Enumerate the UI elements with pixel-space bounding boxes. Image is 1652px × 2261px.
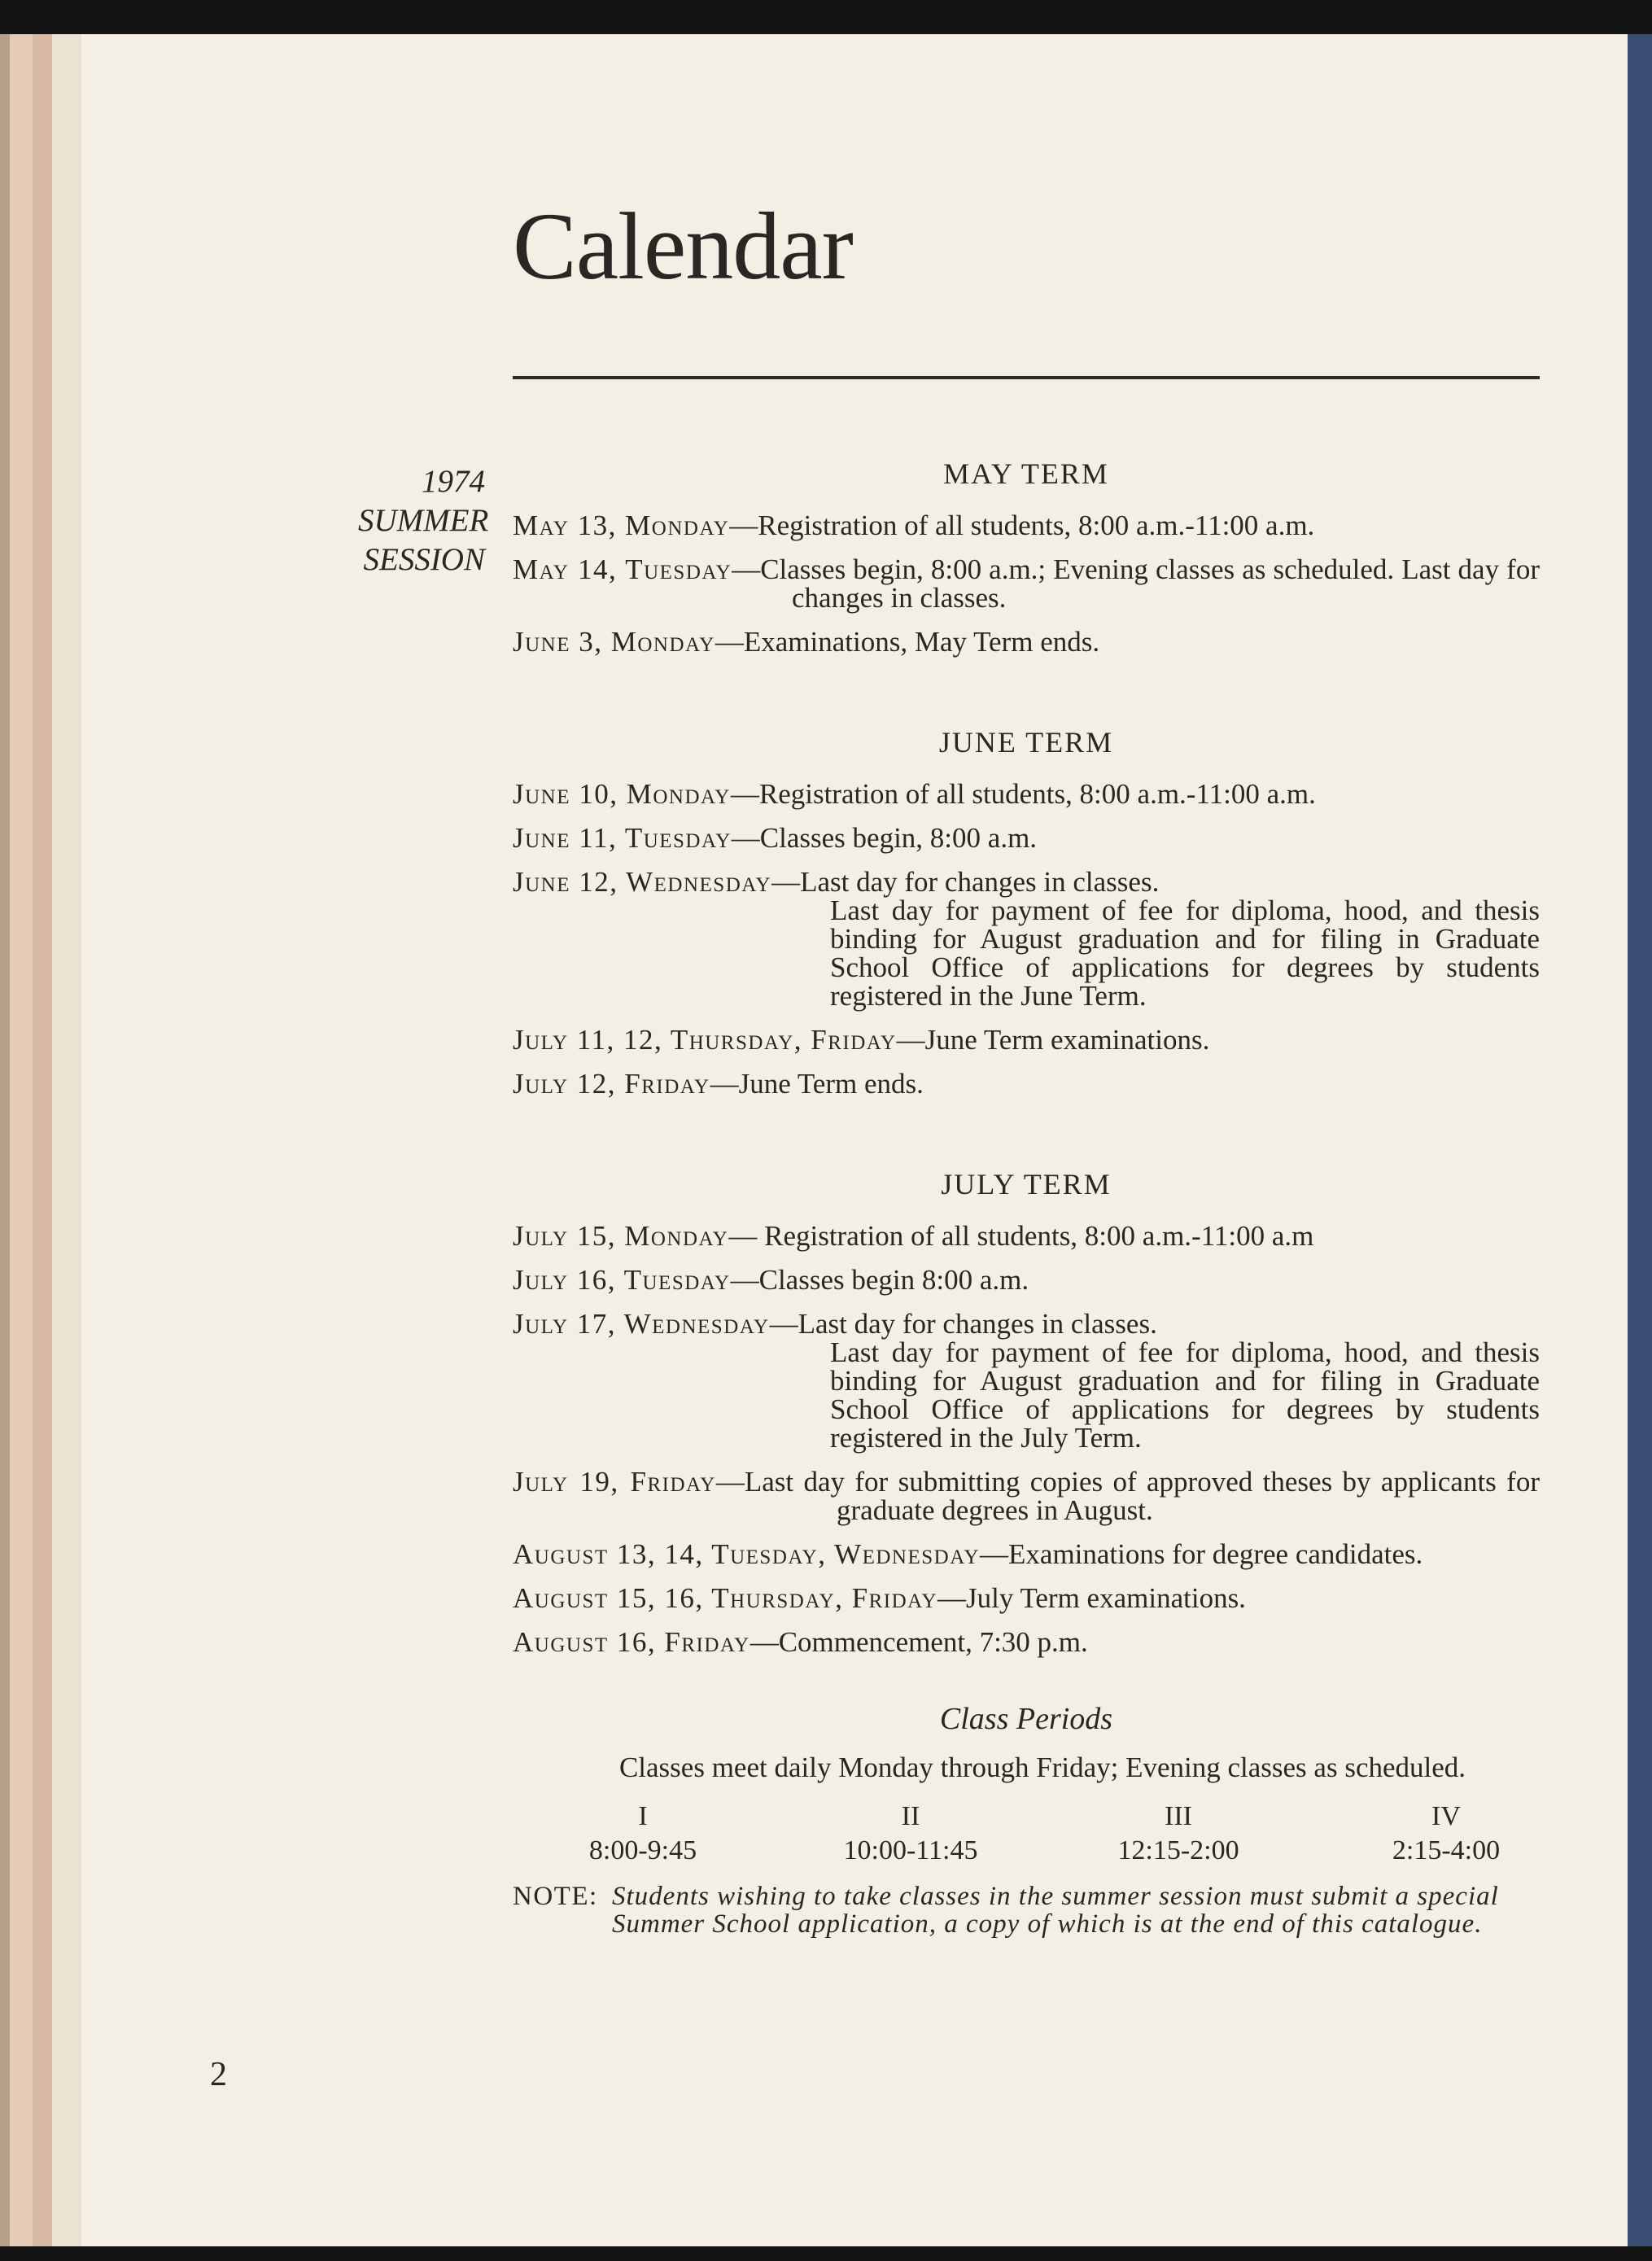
period-label: IV (1431, 1801, 1461, 1831)
period-label: I (638, 1801, 648, 1831)
period (549, 1800, 736, 1868)
period-time: 10:00-11:45 (843, 1835, 978, 1865)
page-edge (10, 34, 33, 2246)
entry-date: July 11, 12, Thursday, Friday (513, 1024, 897, 1056)
entry-text: —Classes begin, 8:00 a.m. (731, 822, 1038, 854)
entry-text: —Commencement, 7:30 p.m. (750, 1626, 1088, 1658)
entry-date: June 3, Monday (513, 626, 715, 658)
entry-date: August 15, 16, Thursday, Friday (513, 1582, 937, 1614)
book-spine-edge (1628, 34, 1652, 2246)
entry-text: —Last day for changes in classes. (771, 866, 1160, 898)
entry-text: —Classes begin, 8:00 a.m.; Evening classes as scheduled. Last day for changes in classes. (732, 553, 1540, 614)
term-heading: JUNE TERM (938, 726, 1114, 759)
entry-date: August 13, 14, Tuesday, Wednesday (513, 1538, 981, 1570)
entry-date: July 17, Wednesday (513, 1308, 770, 1340)
page-title: Calendar (513, 193, 853, 300)
period-time: 12:15-2:00 (1117, 1835, 1239, 1865)
title-rule (513, 376, 1540, 379)
calendar-entry (513, 1584, 1540, 1612)
note-text: Students wishing to take classes in the summer session must submit a special Summer School application, a copy of which is at the end of this catalogue. (612, 1882, 1499, 1939)
may-term-section (513, 457, 1540, 658)
entry-text: —Examinations for degree candidates. (980, 1538, 1423, 1570)
calendar-entry (513, 511, 1540, 540)
periods-row (513, 1800, 1540, 1868)
calendar-entry (513, 1069, 1540, 1098)
entry-text: —June Term examinations. (896, 1024, 1210, 1056)
term-heading: JULY TERM (941, 1168, 1112, 1200)
calendar-entry (513, 1310, 1540, 1452)
calendar-entry (513, 1540, 1540, 1568)
period-time: 8:00-9:45 (588, 1835, 697, 1865)
entry-date: July 19, Friday (513, 1466, 716, 1498)
calendar-entry (513, 780, 1540, 808)
calendar-entry (513, 628, 1540, 656)
entry-text: —Examinations, May Term ends. (715, 626, 1100, 658)
entry-date: July 16, Tuesday (513, 1264, 731, 1296)
calendar-entry (513, 1026, 1540, 1054)
calendar-entry (513, 824, 1540, 852)
session-year: 1974 (422, 464, 485, 499)
page-edge (52, 34, 81, 2246)
entry-subtext: Last day for payment of fee for diploma, hood, and thesis binding for August graduation and for filing in Graduate School Office of applications for degrees by students registered in the July Term. (830, 1336, 1540, 1454)
entry-date: August 16, Friday (513, 1626, 750, 1658)
term-heading: MAY TERM (943, 457, 1109, 490)
june-term-section (513, 728, 1540, 1098)
period (817, 1800, 1004, 1868)
july-term-section (513, 1170, 1540, 1656)
entry-date: May 14, Tuesday (513, 553, 732, 585)
entry-date: July 12, Friday (513, 1068, 710, 1100)
entry-text: —Classes begin 8:00 a.m. (730, 1264, 1029, 1296)
entry-text: —July Term examinations. (937, 1582, 1246, 1614)
calendar-entry (513, 1628, 1540, 1656)
entry-date: July 15, Monday (513, 1220, 729, 1252)
class-periods-title: Class Periods (939, 1702, 1113, 1736)
entry-text: —June Term ends. (710, 1068, 924, 1100)
entry-date: June 12, Wednesday (513, 866, 772, 898)
class-periods-intro: Classes meet daily Monday through Friday; Evening classes as scheduled. (618, 1752, 1466, 1783)
page-number: 2 (210, 2056, 227, 2093)
calendar-entry (513, 1222, 1540, 1250)
calendar-entry (513, 555, 1540, 612)
session-line2: SESSION (363, 542, 485, 577)
period-time: 2:15-4:00 (1392, 1835, 1501, 1865)
page-edge (0, 34, 10, 2246)
entry-text: —Registration of all students, 8:00 a.m.-11:00 a.m. (730, 778, 1316, 810)
session-label (358, 462, 489, 579)
class-periods-section (513, 1702, 1540, 1939)
period-label: II (901, 1801, 920, 1831)
period (1085, 1800, 1272, 1868)
calendar-entry (513, 1266, 1540, 1294)
note (513, 1883, 1540, 1938)
calendar-content (513, 457, 1540, 1939)
entry-text: — Registration of all students, 8:00 a.m.-11:00 a.m (728, 1220, 1314, 1252)
session-line1: SUMMER (358, 503, 489, 538)
calendar-entry (513, 868, 1540, 1010)
entry-text: —Last day for changes in classes. (769, 1308, 1157, 1340)
calendar-entry (513, 1467, 1540, 1524)
entry-subtext: Last day for payment of fee for diploma, hood, and thesis binding for August graduation and for filing in Graduate School Office of applications for degrees by students registered in the June Term. (830, 894, 1540, 1012)
period (1353, 1800, 1540, 1868)
period-label: III (1165, 1801, 1192, 1831)
entry-date: June 10, Monday (513, 778, 731, 810)
entry-text: —Registration of all students, 8:00 a.m.-11:00 a.m. (729, 509, 1315, 541)
entry-date: June 11, Tuesday (513, 822, 732, 854)
note-label: NOTE: (513, 1882, 598, 1911)
page-edge (33, 34, 52, 2246)
entry-text: —Last day for submitting copies of approved theses by applicants for graduate degrees in August. (715, 1466, 1540, 1526)
entry-date: May 13, Monday (513, 509, 730, 541)
